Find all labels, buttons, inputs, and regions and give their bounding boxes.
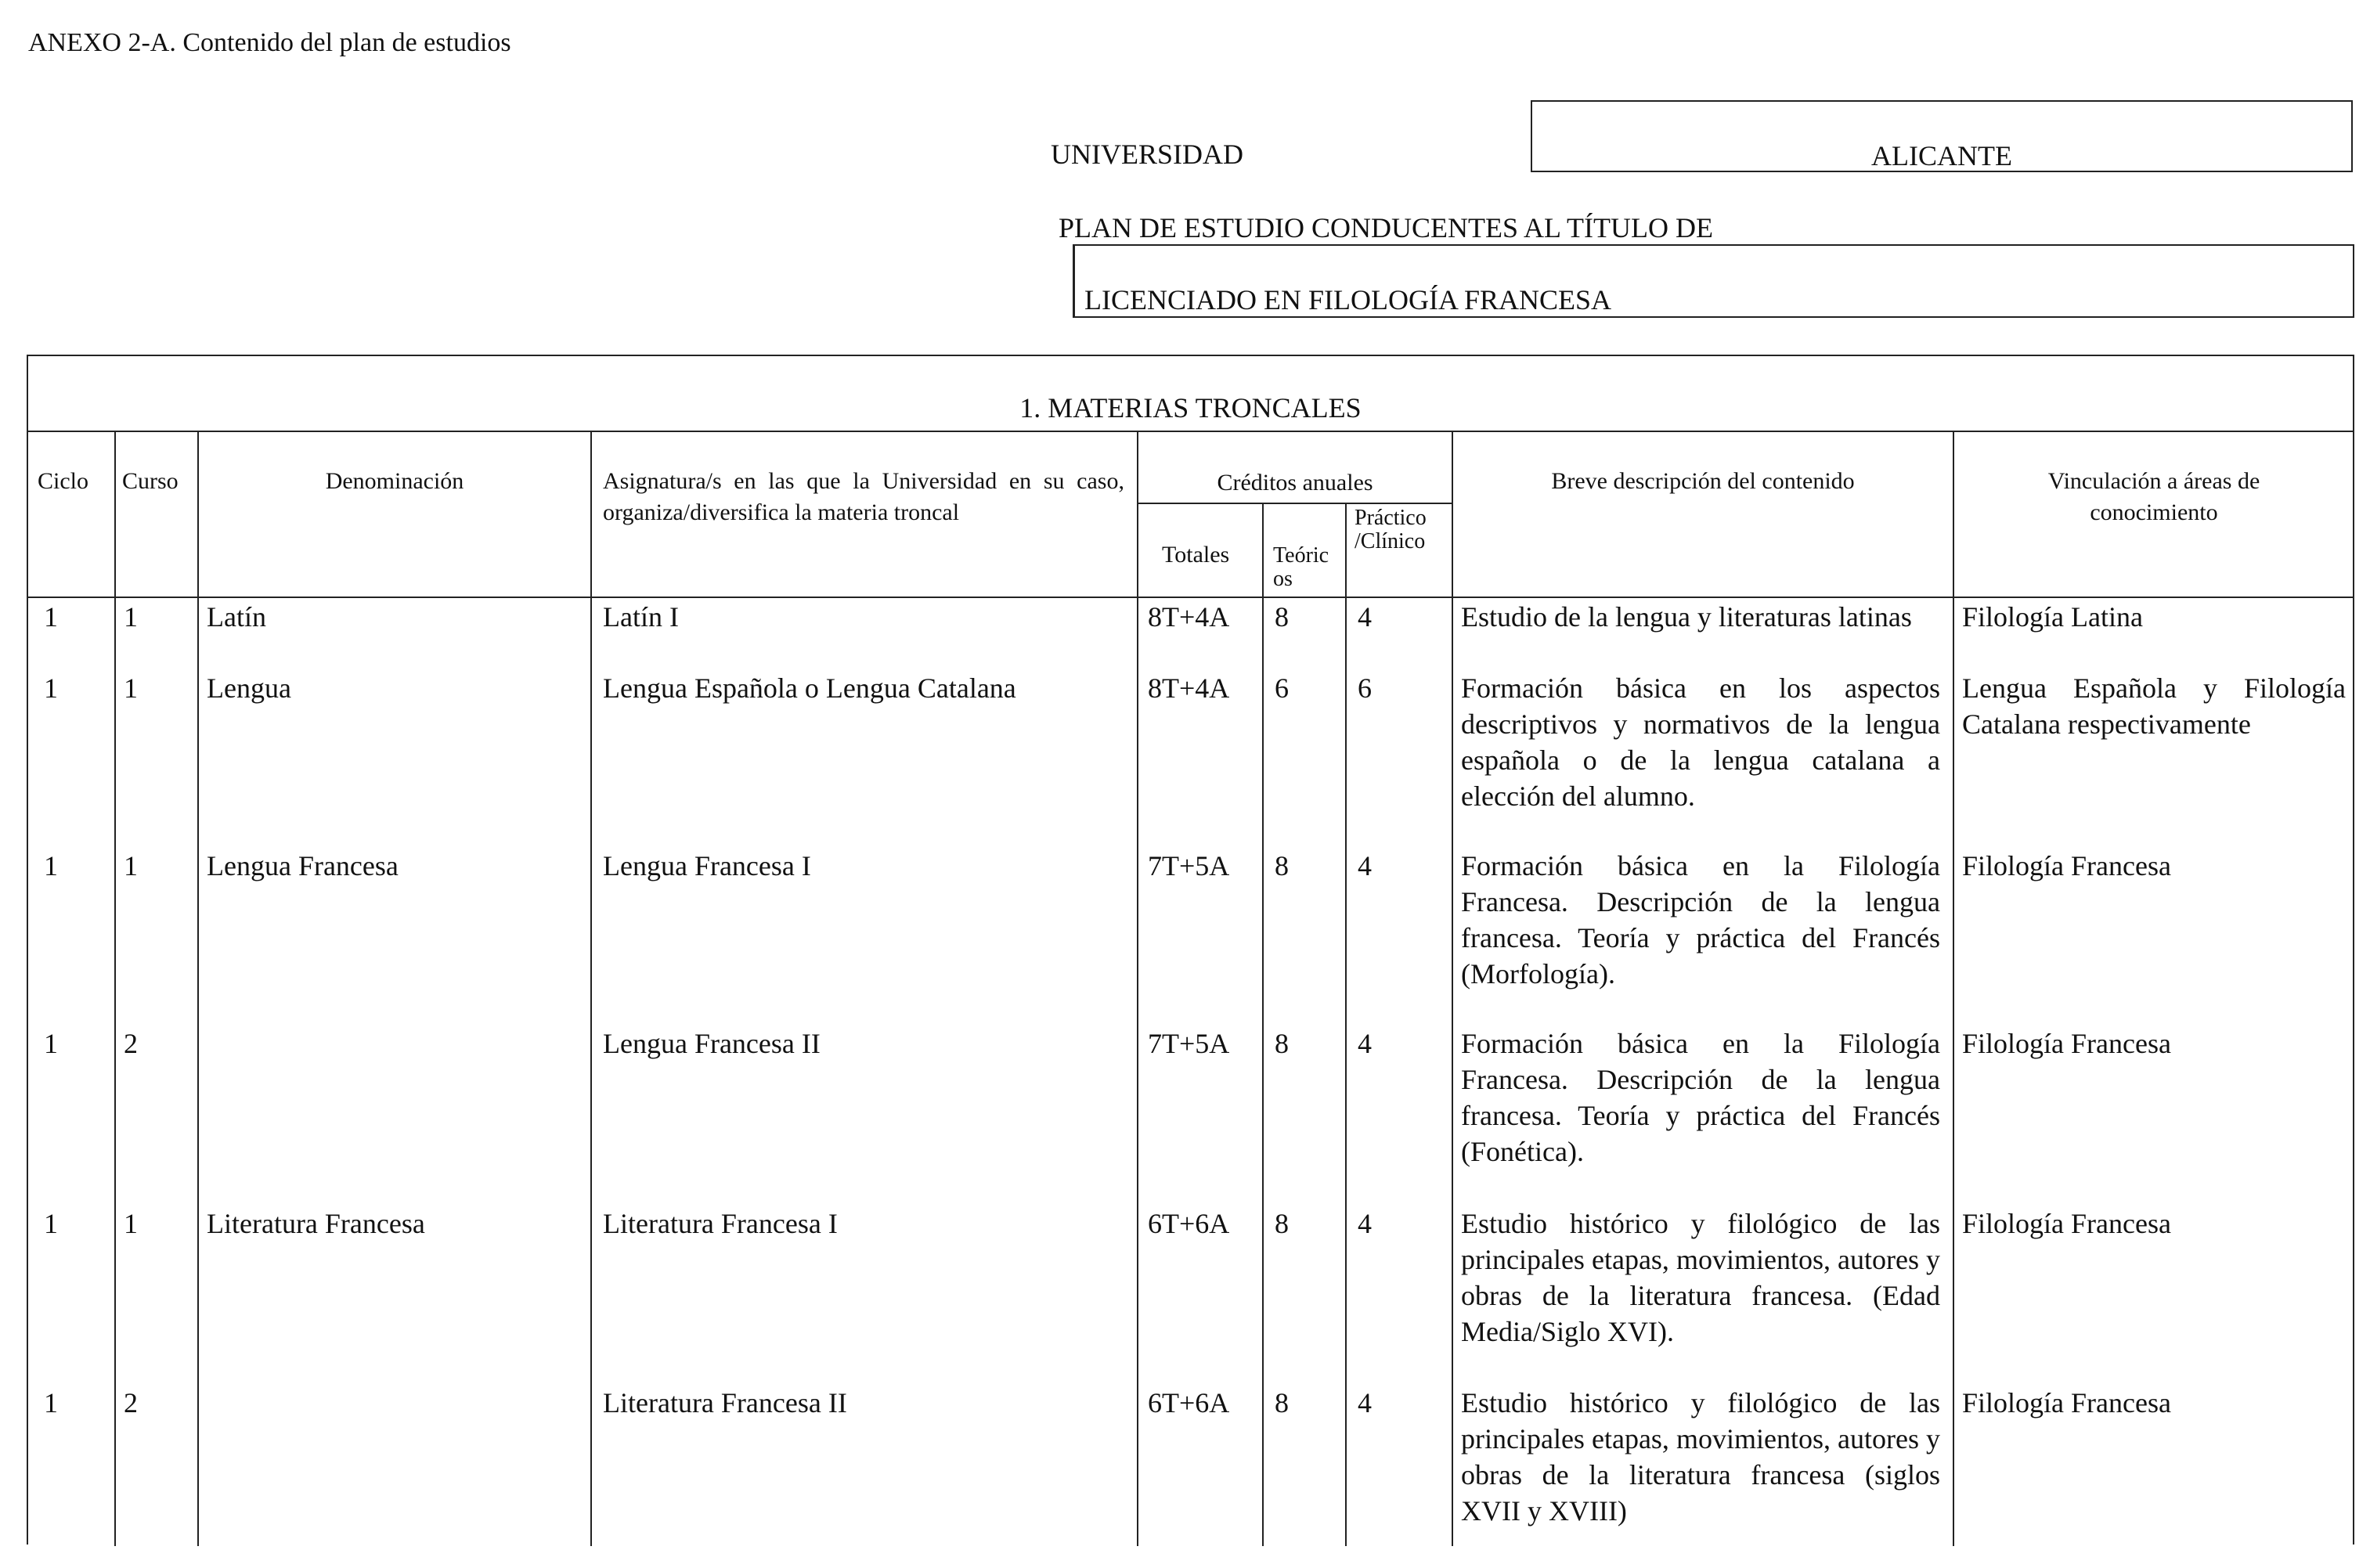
col-divider-teoricos bbox=[1345, 503, 1347, 1546]
header-bottom-divider bbox=[28, 597, 2353, 598]
cell-teoricos: 6 bbox=[1275, 672, 1289, 704]
cell-totales: 8T+4A bbox=[1148, 672, 1230, 704]
header-vinculacion-line1: Vinculación a áreas de bbox=[2047, 468, 2260, 494]
materias-troncales-table bbox=[27, 355, 2354, 1545]
cell-practicos: 6 bbox=[1358, 672, 1372, 704]
cell-ciclo: 1 bbox=[44, 1387, 58, 1418]
cell-asignatura: Latín I bbox=[603, 601, 679, 633]
cell-descripcion: Estudio histórico y filológico de las principales etapas, movimientos, autores y obras de la literatura francesa (siglos XVII y XVIII) bbox=[1461, 1387, 1940, 1527]
annex-title: ANEXO 2-A. Contenido del plan de estudios bbox=[28, 28, 511, 57]
header-ciclo: Ciclo bbox=[38, 468, 88, 494]
header-teoricos-line1: Teóric bbox=[1273, 543, 1329, 568]
cell-curso: 1 bbox=[124, 1208, 138, 1239]
cell-curso: 1 bbox=[124, 601, 138, 633]
cell-totales: 7T+5A bbox=[1148, 850, 1230, 881]
header-practico-line1: Práctico bbox=[1355, 506, 1427, 530]
cell-practicos: 4 bbox=[1358, 1208, 1372, 1239]
cell-vinculacion: Filología Francesa bbox=[1962, 1028, 2171, 1059]
cell-ciclo: 1 bbox=[44, 1208, 58, 1239]
cell-teoricos: 8 bbox=[1275, 850, 1289, 881]
cell-descripcion: Formación básica en la Filología Francesa. Descripción de la lengua francesa. Teoría y práctica del Francés (Morfología). bbox=[1461, 850, 1940, 989]
degree-title-box bbox=[1073, 244, 2354, 318]
header-curso: Curso bbox=[122, 468, 179, 494]
header-vinculacion bbox=[1954, 466, 2354, 528]
cell-totales: 7T+5A bbox=[1148, 1028, 1230, 1059]
cell-asignatura: Lengua Francesa II bbox=[603, 1028, 821, 1059]
header-asignatura: Asignatura/s en las que la Universidad en su caso, organiza/diversifica la materia troncal bbox=[603, 468, 1124, 525]
cell-teoricos: 8 bbox=[1275, 1208, 1289, 1239]
cell-vinculacion: Filología Francesa bbox=[1962, 850, 2171, 881]
cell-denominacion: Lengua bbox=[207, 672, 291, 704]
col-divider-totales bbox=[1262, 503, 1264, 1546]
col-divider-descripcion bbox=[1953, 431, 1954, 1546]
header-vinculacion-line2: conocimiento bbox=[2090, 499, 2218, 525]
cell-curso: 2 bbox=[124, 1028, 138, 1059]
cell-teoricos: 8 bbox=[1275, 1387, 1289, 1418]
header-descripcion: Breve descripción del contenido bbox=[1551, 468, 1855, 494]
cell-denominacion: Lengua Francesa bbox=[207, 850, 399, 881]
cell-ciclo: 1 bbox=[44, 850, 58, 881]
cell-totales: 6T+6A bbox=[1148, 1387, 1230, 1418]
cell-asignatura: Lengua Española o Lengua Catalana bbox=[603, 672, 1016, 704]
section-title: 1. MATERIAS TRONCALES bbox=[1019, 392, 1362, 424]
cell-vinculacion: Filología Francesa bbox=[1962, 1208, 2171, 1239]
degree-title: LICENCIADO EN FILOLOGÍA FRANCESA bbox=[1084, 284, 1611, 315]
cell-ciclo: 1 bbox=[44, 672, 58, 704]
cell-curso: 2 bbox=[124, 1387, 138, 1418]
cell-descripcion: Formación básica en la Filología Francesa. Descripción de la lengua francesa. Teoría y práctica del Francés (Fonética). bbox=[1461, 1028, 1940, 1167]
cell-practicos: 4 bbox=[1358, 850, 1372, 881]
cell-descripcion: Estudio histórico y filológico de las principales etapas, movimientos, autores y obras de la literatura francesa. (Edad Media/Siglo XVI). bbox=[1461, 1208, 1940, 1347]
cell-vinculacion: Filología Latina bbox=[1962, 601, 2143, 633]
cell-vinculacion: Lengua Española y Filología Catalana respectivamente bbox=[1962, 672, 2346, 740]
header-creditos-anuales: Créditos anuales bbox=[1217, 470, 1373, 496]
cell-vinculacion: Filología Francesa bbox=[1962, 1387, 2171, 1418]
col-divider-denominacion bbox=[590, 431, 592, 1546]
header-denominacion: Denominación bbox=[325, 468, 464, 494]
cell-teoricos: 8 bbox=[1275, 1028, 1289, 1059]
cell-descripcion: Estudio de la lengua y literaturas latinas bbox=[1461, 601, 1912, 633]
cell-descripcion: Formación básica en los aspectos descriptivos y normativos de la lengua española o de la lengua catalana a elección del alumno. bbox=[1461, 672, 1940, 812]
cell-curso: 1 bbox=[124, 672, 138, 704]
cell-teoricos: 8 bbox=[1275, 601, 1289, 633]
cell-asignatura: Literatura Francesa II bbox=[603, 1387, 847, 1418]
cell-totales: 8T+4A bbox=[1148, 601, 1230, 633]
cell-practicos: 4 bbox=[1358, 601, 1372, 633]
header-practico bbox=[1355, 506, 1427, 553]
cell-ciclo: 1 bbox=[44, 601, 58, 633]
section-title-divider bbox=[28, 431, 2353, 432]
creditos-subheader-divider bbox=[1137, 503, 1453, 504]
cell-denominacion: Literatura Francesa bbox=[207, 1208, 425, 1239]
cell-curso: 1 bbox=[124, 850, 138, 881]
header-practico-line2: /Clínico bbox=[1355, 529, 1426, 553]
university-label: UNIVERSIDAD bbox=[1051, 139, 1243, 170]
header-totales: Totales bbox=[1162, 542, 1230, 568]
cell-denominacion: Latín bbox=[207, 601, 266, 633]
cell-practicos: 4 bbox=[1358, 1028, 1372, 1059]
col-divider-ciclo bbox=[114, 431, 116, 1546]
col-divider-creditos bbox=[1452, 431, 1453, 1546]
cell-asignatura: Literatura Francesa I bbox=[603, 1208, 838, 1239]
header-teoricos bbox=[1273, 544, 1329, 591]
header-teoricos-line2: os bbox=[1273, 567, 1293, 591]
university-value: ALICANTE bbox=[1871, 140, 2012, 171]
col-divider-asignatura bbox=[1137, 431, 1138, 1546]
university-box bbox=[1531, 100, 2353, 172]
plan-label: PLAN DE ESTUDIO CONDUCENTES AL TÍTULO DE bbox=[1059, 212, 1713, 243]
cell-totales: 6T+6A bbox=[1148, 1208, 1230, 1239]
cell-ciclo: 1 bbox=[44, 1028, 58, 1059]
col-divider-curso bbox=[197, 431, 199, 1546]
cell-asignatura: Lengua Francesa I bbox=[603, 850, 811, 881]
cell-practicos: 4 bbox=[1358, 1387, 1372, 1418]
